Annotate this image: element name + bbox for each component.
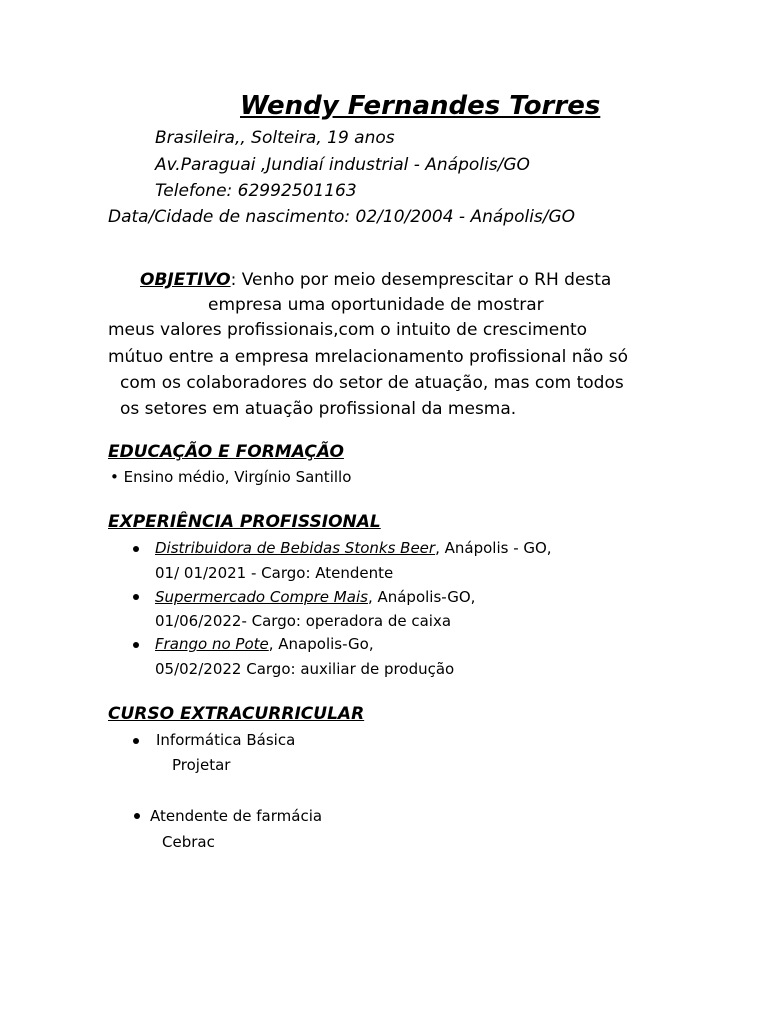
objective-line: com os colaboradores do setor de atuação, mas com todos: [120, 373, 624, 393]
education-heading: EDUCAÇÃO E FORMAÇÃO: [108, 442, 344, 462]
personal-info-line: Brasileira,, Solteira, 19 anos: [155, 128, 395, 148]
experience-detail: 01/06/2022- Cargo: operadora de caixa: [155, 612, 452, 630]
bullet-icon: [134, 813, 140, 819]
address-line: Av.Paraguai ,Jundiaí industrial - Anápolis/GO: [155, 155, 530, 175]
course-institution: Cebrac: [162, 833, 215, 851]
courses-heading: CURSO EXTRACURRICULAR: [108, 704, 365, 724]
objective-line: empresa uma oportunidade de mostrar: [208, 295, 544, 315]
objective-line: meus valores profissionais,com o intuito de crescimento: [108, 320, 588, 340]
experience-heading: EXPERIÊNCIA PROFISSIONAL: [108, 512, 381, 532]
candidate-name: Wendy Fernandes Torres: [240, 91, 601, 121]
experience-item: [155, 541, 552, 556]
company-location: , Anápolis - GO,: [435, 539, 552, 557]
company-name: Distribuidora de Bebidas Stonks Beer: [155, 539, 436, 557]
course-name: Atendente de farmácia: [150, 807, 323, 825]
bullet-icon: [133, 642, 139, 648]
objective-line: os setores em atuação profissional da mesma.: [120, 399, 517, 419]
experience-item: [155, 637, 374, 652]
phone-line: Telefone: 62992501163: [155, 181, 357, 201]
experience-detail: 05/02/2022 Cargo: auxiliar de produção: [155, 660, 455, 678]
company-location: , Anapolis-Go,: [268, 635, 374, 653]
bullet-icon: [133, 546, 139, 552]
bullet-icon: [133, 594, 139, 600]
company-name: Supermercado Compre Mais: [155, 588, 368, 606]
company-name: Frango no Pote: [155, 635, 269, 653]
objective-first-line: [140, 272, 611, 289]
course-institution: Projetar: [172, 756, 231, 774]
experience-item: [155, 590, 475, 605]
company-location: , Anápolis-GO,: [367, 588, 476, 606]
birth-line: Data/Cidade de nascimento: 02/10/2004 - Anápolis/GO: [108, 207, 576, 227]
education-item: • Ensino médio, Virgínio Santillo: [110, 468, 352, 486]
course-name: Informática Básica: [156, 731, 296, 749]
objective-text: : Venho por meio desemprescitar o RH desta: [230, 270, 612, 290]
objective-line: mútuo entre a empresa mrelacionamento profissional não só: [108, 347, 628, 367]
objective-label: OBJETIVO: [140, 270, 231, 290]
experience-detail: 01/ 01/2021 - Cargo: Atendente: [155, 564, 394, 582]
bullet-icon: [133, 738, 139, 744]
